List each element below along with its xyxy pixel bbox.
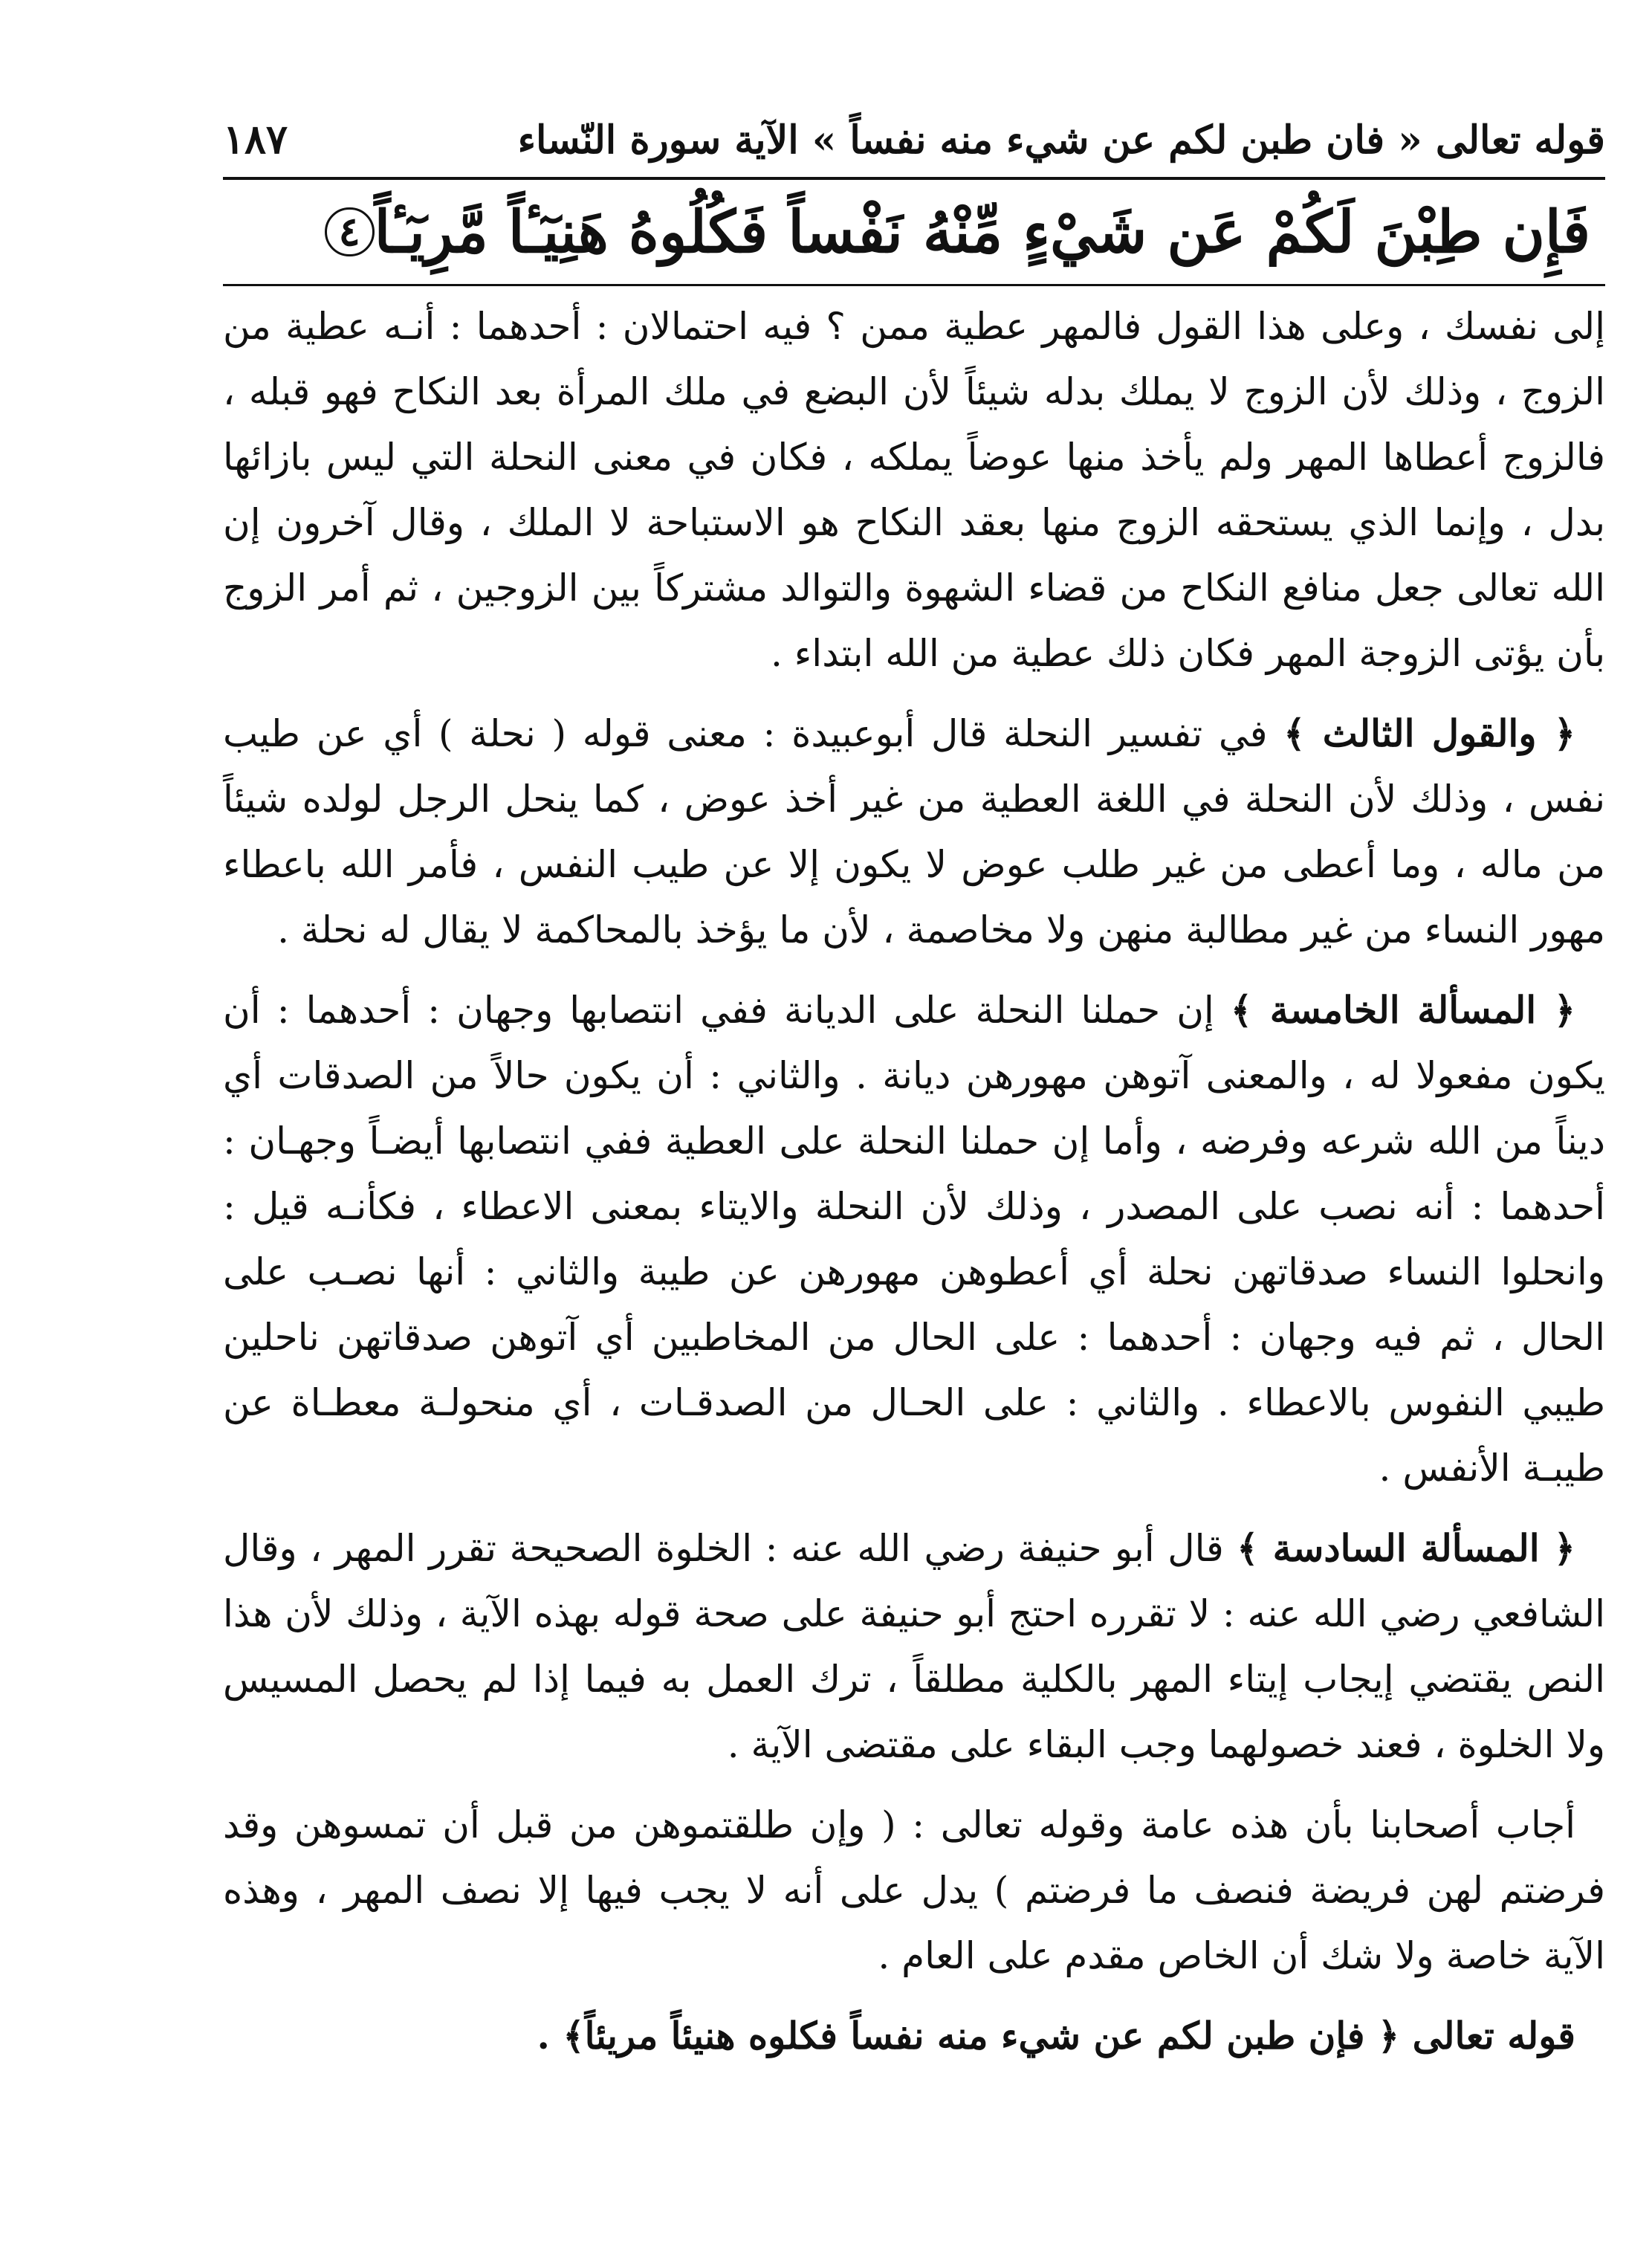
paragraph-text: قال أبو حنيفة رضي الله عنه : الخلوة الصحيحة تقرر المهر ، وقال الشافعي رضي الله عنه : لا تقرره احتج أبو حنيفة على صحة قوله بهذه الآية ، وذلك لأن هذا النص يقتضي إيجاب إيتاء المهر بالكلية مطلقاً ، ترك العمل به فيما إذا لم يحصل المسيس ولا الخلوة ، فعند خصولهما وجب البقاء على مقتضى الآية . <box>223 1527 1605 1766</box>
paragraph-1 <box>223 294 1605 686</box>
section-heading: ﴿ والقول الثالث ﴾ <box>1283 711 1575 755</box>
header-title: قوله تعالى « فان طبن لكم عن شيء منه نفساً » الآية سورة النّساء <box>517 117 1605 163</box>
book-page <box>223 97 1605 2084</box>
verse-text: فَإِن طِبْنَ لَكُمْ عَن شَيْءٍ مِّنْهُ نَفْساً فَكُلُوهُ هَنِيٓـٔاً مَّرِيٓـٔاً <box>374 198 1590 266</box>
paragraph-text: إلى نفسك ، وعلى هذا القول فالمهر عطية ممن ؟ فيه احتمالان : أحدهما : أنـه عطية من الزوج ، وذلك لأن الزوج لا يملك بدله شيئاً لأن البضع في ملك المرأة بعد النكاح فهو قبله ، فالزوج أعطاها المهر ولم يأخذ منها عوضاً يملكه ، فكان في معنى النحلة التي ليس بازائها بدل ، وإنما الذي يستحقه الزوج منها بعقد النكاح هو الاستباحة لا الملك ، وقال آخرون إن الله تعالى جعل منافع النكاح من قضاء الشهوة والتوالد مشتركاً بين الزوجين ، ثم أمر الزوج بأن يؤتى الزوجة المهر فكان ذلك عطية من الله ابتداء . <box>223 305 1605 675</box>
page-number: ١٨٧ <box>223 115 288 164</box>
closing-quote: ﴿ فإن طبن لكم عن شيء منه نفساً فكلوه هنيئاً مريئاً﴾ . <box>537 2014 1400 2058</box>
quranic-verse <box>223 180 1605 284</box>
section-heading: ﴿ المسألة الخامسة ﴾ <box>1230 988 1576 1032</box>
closing-line <box>223 2003 1605 2069</box>
section-heading: ﴿ المسألة السادسة ﴾ <box>1237 1526 1575 1570</box>
paragraph-3 <box>223 977 1605 1501</box>
paragraph-2 <box>223 701 1605 963</box>
closing-lead: قوله تعالى <box>1412 2014 1575 2058</box>
verse-number-marker: ٤ <box>325 207 375 256</box>
verse-rule <box>223 284 1605 286</box>
paragraph-text: في تفسير النحلة قال أبوعبيدة : معنى قوله ( نحلة ) أي عن طيب نفس ، وذلك لأن النحلة في اللغة العطية من غير أخذ عوض ، كما ينحل الرجل لولده شيئاً من ماله ، وما أعطى من غير طلب عوض لا يكون إلا عن طيب النفس ، فأمر الله باعطاء مهور النساء من غير مطالبة منهن ولا مخاصمة ، لأن ما يؤخذ بالمحاكمة لا يقال له نحلة . <box>223 712 1605 951</box>
paragraph-5 <box>223 1792 1605 1988</box>
running-header <box>223 97 1605 164</box>
paragraph-text: إن حملنا النحلة على الديانة ففي انتصابها وجهان : أحدهما : أن يكون مفعولا له ، والمعنى آتوهن مهورهن ديانة . والثاني : أن يكون حالاً من الصدقات أي ديناً من الله شرعه وفرضه ، وأما إن حملنا النحلة على العطية ففي انتصابها أيضـاً وجهـان : أحدهما : أنه نصب على المصدر ، وذلك لأن النحلة والايتاء بمعنى الاعطاء ، فكأنـه قيل : وانحلوا النساء صدقاتهن نحلة أي أعطوهن مهورهن عن طيبة والثاني : أنها نصـب على الحال ، ثم فيه وجهان : أحدهما : على الحال من المخاطبين أي آتوهن صدقاتهن ناحلين طيبي النفوس بالاعطاء . والثاني : على الحـال من الصدقـات ، أي منحولـة معطـاة عن طيبـة الأنفس . <box>223 989 1605 1490</box>
paragraph-4 <box>223 1516 1605 1777</box>
body-text <box>223 294 1605 2069</box>
paragraph-text: أجاب أصحابنا بأن هذه عامة وقوله تعالى : ( وإن طلقتموهن من قبل أن تمسوهن وقد فرضتم لهن فريضة فنصف ما فرضتم ) يدل على أنه لا يجب فيها إلا نصف المهر ، وهذه الآية خاصة ولا شك أن الخاص مقدم على العام . <box>223 1803 1605 1977</box>
